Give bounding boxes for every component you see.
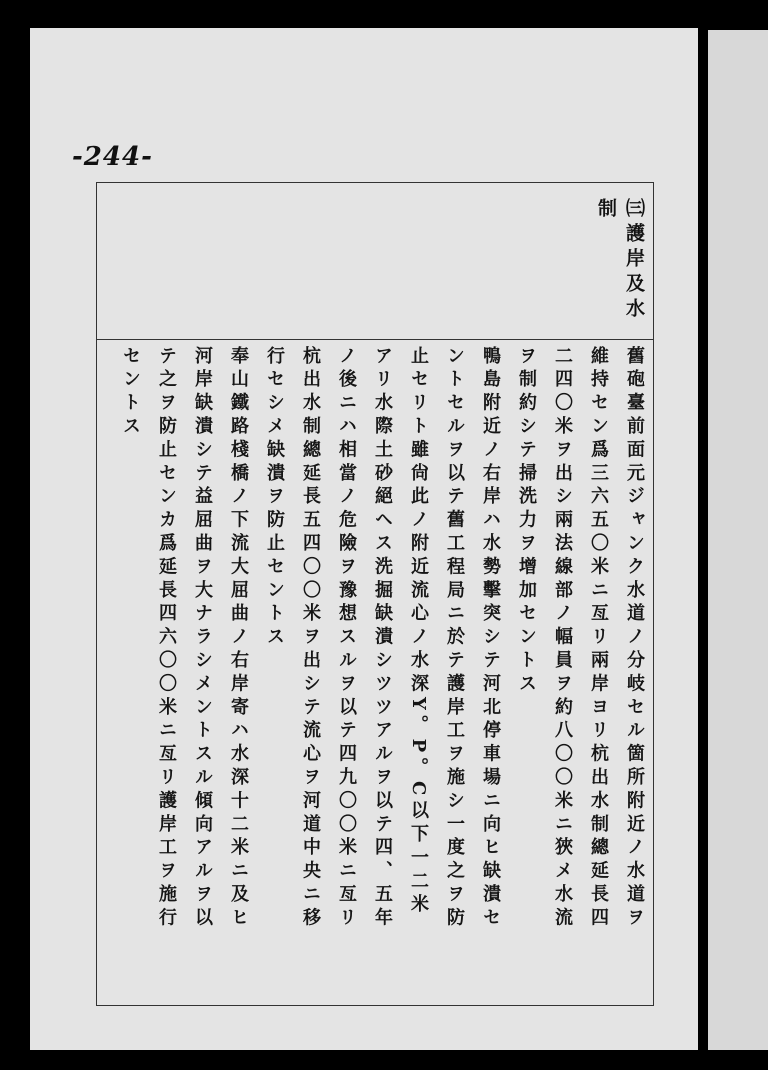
body-text [100,346,652,998]
text-column: 鴨島附近ノ右岸ハ水勢擊突シテ河北停車場ニ向ヒ缺潰セ [480,346,501,931]
text-column: 河岸缺潰シテ益屈曲ヲ大ナラシメントスル傾向アルヲ以 [192,346,213,931]
text-column: 二四〇米ヲ出シ兩法線部ノ幅員ヲ約八〇〇米ニ狹メ水流 [552,346,573,931]
section-heading: ㈢護岸及水制 [595,198,645,323]
next-page-edge [708,30,768,1050]
text-column: 止セリト雖尙此ノ附近流心ノ水深Y。P。C以下一二米 [408,346,429,918]
text-column: 舊砲臺前面元ジャンク水道ノ分岐セル箇所附近ノ水道ヲ [624,346,645,931]
text-column: 杭出水制總延長五四〇〇米ヲ出シテ流心ヲ河道中央ニ移 [300,346,321,931]
text-column: アリ水際土砂絕ヘス洗掘缺潰シツツアルヲ以テ四、五年 [372,346,393,931]
header-divider [96,339,654,340]
text-column: 行セシメ缺潰ヲ防止セントス [264,346,285,651]
text-column: ントセルヲ以テ舊工程局ニ於テ護岸工ヲ施シ一度之ヲ防 [444,346,465,931]
text-column: ヲ制約シテ掃洗力ヲ增加セントス [516,346,537,697]
text-column: テ之ヲ防止センカ爲延長四六〇〇米ニ亙リ護岸工ヲ施行 [156,346,177,931]
text-column: 維持セン爲三六五〇米ニ亙リ兩岸ヨリ杭出水制總延長四 [588,346,609,931]
page-number: -244- [72,142,153,172]
text-column: ノ後ニハ相當ノ危險ヲ豫想スルヲ以テ四九〇〇米ニ亙リ [336,346,357,931]
text-column: 奉山鐵路棧橋ノ下流大屈曲ノ右岸寄ハ水深十二米ニ及ヒ [228,346,249,931]
text-column: セントス [120,346,141,440]
